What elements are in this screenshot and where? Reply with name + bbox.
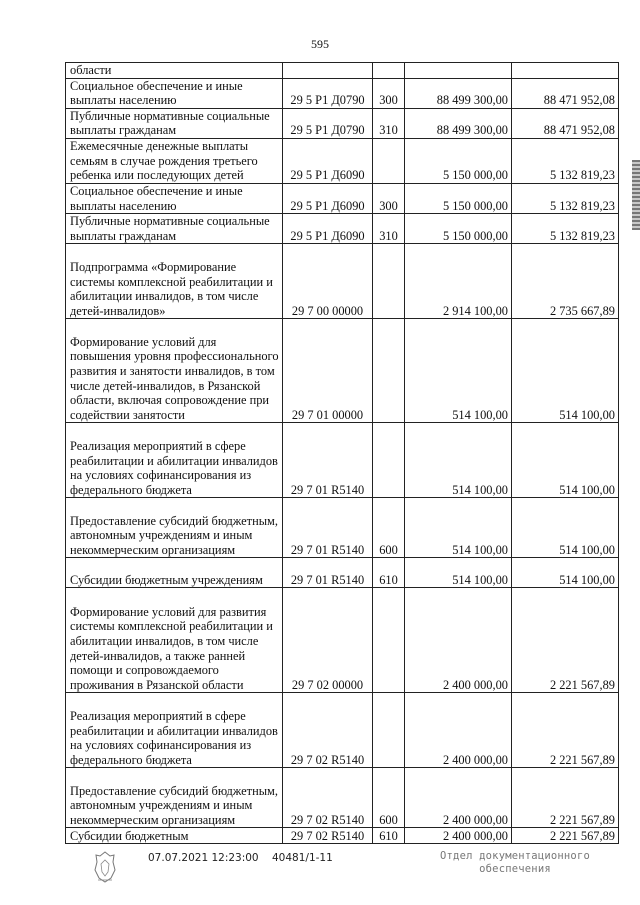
scan-edge-mark [632,160,640,230]
row-exec: 88 471 952,08 [512,78,619,108]
row-csr: 29 7 01 R5140 [283,558,373,588]
row-name: Подпрограмма «Формирование системы комплексной реабилитации и абилитации инвалидов, в том числе детей-инвалидов» [66,244,283,319]
footer-stamp-line1: Отдел документационного [440,850,590,862]
row-plan: 5 150 000,00 [405,138,512,183]
table-row [66,558,619,588]
row-exec: 2 221 567,89 [512,828,619,844]
row-exec: 514 100,00 [512,498,619,558]
row-plan: 514 100,00 [405,498,512,558]
table-row [66,78,619,108]
row-plan: 2 400 000,00 [405,828,512,844]
row-name: Формирование условий для повышения уровня профессионального развития и занятости инвалидов, в том числе детей-инвалидов, в Рязанской области, включая сопровождение при содействии занятости [66,319,283,423]
row-csr: 29 5 P1 Д6090 [283,138,373,183]
row-plan: 5 150 000,00 [405,183,512,213]
row-plan: 514 100,00 [405,319,512,423]
table-row [66,138,619,183]
row-csr [283,63,373,79]
row-name: Субсидии бюджетным учреждениям [66,558,283,588]
row-name: Публичные нормативные социальные выплаты гражданам [66,214,283,244]
row-name: области [66,63,283,79]
row-plan [405,63,512,79]
row-plan: 88 499 300,00 [405,108,512,138]
table-row [66,108,619,138]
row-name: Публичные нормативные социальные выплаты гражданам [66,108,283,138]
table-row [66,214,619,244]
row-vr: 600 [373,498,405,558]
row-name: Предоставление субсидий бюджетным, автономным учреждениям и иным некоммерческим организациям [66,498,283,558]
row-csr: 29 5 P1 Д6090 [283,183,373,213]
row-exec: 514 100,00 [512,319,619,423]
row-exec: 5 132 819,23 [512,138,619,183]
table-row [66,63,619,79]
row-vr: 300 [373,78,405,108]
row-vr: 610 [373,828,405,844]
row-vr: 300 [373,183,405,213]
footer-stamp-line2: обеспечения [479,863,551,875]
row-csr: 29 7 02 00000 [283,588,373,693]
row-plan: 2 914 100,00 [405,244,512,319]
table-row [66,693,619,768]
row-vr [373,244,405,319]
table-row [66,828,619,844]
row-plan: 514 100,00 [405,423,512,498]
row-exec [512,63,619,79]
row-exec: 2 221 567,89 [512,768,619,828]
row-exec: 88 471 952,08 [512,108,619,138]
row-csr: 29 5 P1 Д6090 [283,214,373,244]
row-vr [373,319,405,423]
row-plan: 88 499 300,00 [405,78,512,108]
table-row [66,423,619,498]
row-exec: 2 735 667,89 [512,244,619,319]
row-csr: 29 5 P1 Д0790 [283,108,373,138]
row-name: Реализация мероприятий в сфере реабилитации и абилитации инвалидов на условиях софинансирования из федерального бюджета [66,693,283,768]
row-plan: 2 400 000,00 [405,693,512,768]
row-vr [373,423,405,498]
row-vr: 310 [373,108,405,138]
footer-document-number: 40481/1-11 [272,852,333,864]
table-row [66,498,619,558]
row-vr [373,693,405,768]
row-plan: 5 150 000,00 [405,214,512,244]
row-vr: 610 [373,558,405,588]
page-number: 595 [311,37,329,51]
table-row [66,183,619,213]
table-row [66,768,619,828]
row-name: Реализация мероприятий в сфере реабилитации и абилитации инвалидов на условиях софинансирования из федерального бюджета [66,423,283,498]
row-vr [373,63,405,79]
row-csr: 29 7 01 00000 [283,319,373,423]
row-csr: 29 7 02 R5140 [283,768,373,828]
footer-date: 07.07.2021 12:23:00 [148,852,259,864]
row-plan: 2 400 000,00 [405,768,512,828]
row-exec: 514 100,00 [512,423,619,498]
row-name: Субсидии бюджетным [66,828,283,844]
row-csr: 29 7 00 00000 [283,244,373,319]
row-exec: 5 132 819,23 [512,183,619,213]
row-exec: 2 221 567,89 [512,588,619,693]
row-vr [373,138,405,183]
row-csr: 29 7 01 R5140 [283,423,373,498]
row-name: Социальное обеспечение и иные выплаты населению [66,183,283,213]
row-name: Ежемесячные денежные выплаты семьям в случае рождения третьего ребенка или последующих детей [66,138,283,183]
budget-table [65,62,619,844]
row-name: Формирование условий для развития системы комплексной реабилитации и абилитации инвалидов, в том числе детей-инвалидов, а также ранней помощи и сопровождаемого проживания в Рязанской области [66,588,283,693]
row-name: Социальное обеспечение и иные выплаты населению [66,78,283,108]
row-vr [373,588,405,693]
row-plan: 2 400 000,00 [405,588,512,693]
row-vr: 310 [373,214,405,244]
row-exec: 2 221 567,89 [512,693,619,768]
row-exec: 514 100,00 [512,558,619,588]
row-csr: 29 7 02 R5140 [283,828,373,844]
table-row [66,588,619,693]
row-csr: 29 5 P1 Д0790 [283,78,373,108]
footer-stamp [440,850,590,876]
table-row [66,244,619,319]
row-exec: 5 132 819,23 [512,214,619,244]
coat-of-arms-icon [92,850,118,884]
row-plan: 514 100,00 [405,558,512,588]
table-row [66,319,619,423]
row-csr: 29 7 01 R5140 [283,498,373,558]
row-csr: 29 7 02 R5140 [283,693,373,768]
row-vr: 600 [373,768,405,828]
row-name: Предоставление субсидий бюджетным, автономным учреждениям и иным некоммерческим организациям [66,768,283,828]
